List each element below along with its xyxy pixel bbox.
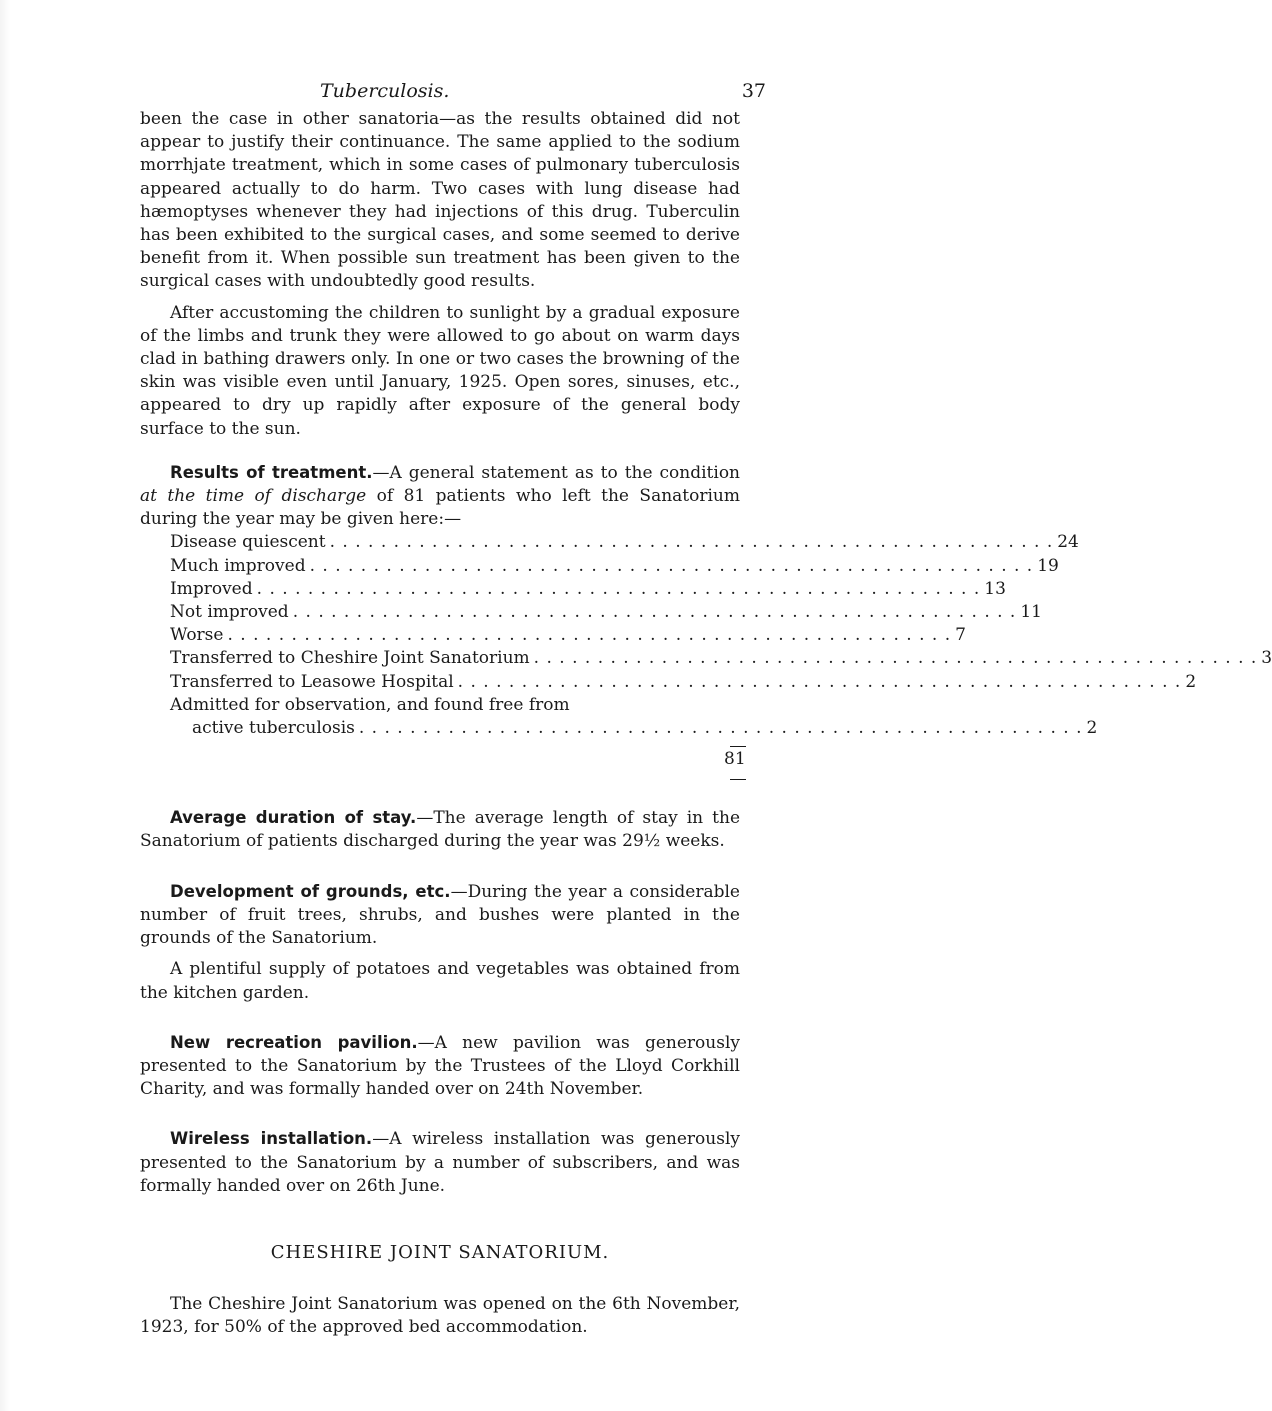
average-heading: Average duration of stay. — [170, 808, 417, 828]
pavilion-text: —A new pavilion was generously presented to the Sanatorium by the Trustees of the Lloyd Corkhill Charity, and was formally handed over on 24th November. — [140, 1032, 740, 1100]
average-paragraph — [140, 806, 740, 853]
row-value: 7 — [955, 625, 966, 646]
row-label: Transferred to Leasowe Hospital — [170, 671, 454, 692]
row-label-line2: active tuberculosis — [192, 718, 355, 739]
table-row — [170, 647, 1272, 670]
section-title-cheshire: CHESHIRE JOINT SANATORIUM. — [270, 1241, 610, 1263]
table-row — [170, 578, 1006, 601]
pavilion-heading: New recreation pavilion. — [170, 1032, 418, 1052]
development-text: —During the year a considerable number of fruit trees, shrubs, and bushes were planted in the grounds of the Sanatorium. — [140, 881, 740, 949]
dot-leader: . . . . . . . . . . . . . . . . . . . . . . . . . . . . . . . . . . . . . . . . . . . . . . . . . . . . . . . . . — [457, 671, 1182, 692]
table-row — [170, 671, 1197, 694]
row-value: 24 — [1057, 532, 1079, 553]
dot-leader: . . . . . . . . . . . . . . . . . . . . . . . . . . . . . . . . . . . . . . . . . . . . . . . . . . . . . . . . . — [309, 555, 1034, 576]
dot-leader: . . . . . . . . . . . . . . . . . . . . . . . . . . . . . . . . . . . . . . . . . . . . . . . . . . . . . . . . . — [533, 648, 1258, 669]
row-label: Much improved — [170, 555, 306, 576]
paragraph-continuation: been the case in other sanatoria—as the results obtained did not appear to justify their continuance. The same applied to the sodium morrhjate treatment, which in some cases of pulmonary tuberculosis appeared actually to do harm. Two cases with lung disease had hæmoptyses whenever they had injections of this drug. Tuberculin has been exhibited to the surgical cases, and some seemed to derive benefit from it. When possible sun treatment has been given to the surgical cases with undoubtedly good results. — [140, 109, 740, 292]
row-label: Not improved — [170, 602, 289, 623]
row-value: 11 — [1020, 602, 1042, 623]
page-number: 37 — [741, 80, 766, 102]
row-value: 2 — [1185, 671, 1197, 692]
development-paragraph — [140, 880, 740, 951]
dot-leader: . . . . . . . . . . . . . . . . . . . . . . . . . . . . . . . . . . . . . . . . . . . . . . . . . . . . . . . . . — [329, 532, 1054, 553]
row-value: 13 — [984, 578, 1006, 599]
results-heading: Results of treatment. — [170, 462, 373, 482]
results-paragraph — [140, 461, 740, 532]
total-value: 81 — [724, 749, 746, 770]
running-title: Tuberculosis. — [320, 80, 450, 102]
wireless-paragraph — [140, 1127, 740, 1198]
dot-leader: . . . . . . . . . . . . . . . . . . . . . . . . . . . . . . . . . . . . . . . . . . . . . . . . . . . . . . . . . — [292, 602, 1017, 623]
wireless-heading: Wireless installation. — [170, 1129, 373, 1149]
table-row — [170, 694, 748, 717]
page-edge-shadow — [0, 0, 10, 1411]
results-text-italic: at the time of discharge — [140, 486, 367, 507]
table-row — [170, 601, 1042, 624]
running-head — [140, 80, 766, 106]
results-text-a: —A general statement as to the condition — [372, 462, 740, 483]
row-value: 2 — [1086, 718, 1098, 739]
row-label: Improved — [170, 578, 253, 599]
row-label: Worse — [170, 625, 224, 646]
dot-leader: . . . . . . . . . . . . . . . . . . . . . . . . . . . . . . . . . . . . . . . . . . . . . . . . . . . . . . . . . — [227, 625, 952, 646]
development-heading: Development of grounds, etc. — [170, 881, 451, 901]
cheshire-paragraph: The Cheshire Joint Sanatorium was opened on the 6th November, 1923, for 50% of the approved bed accommodation. — [140, 1293, 740, 1338]
row-value: 19 — [1037, 555, 1059, 576]
dot-leader: . . . . . . . . . . . . . . . . . . . . . . . . . . . . . . . . . . . . . . . . . . . . . . . . . . . . . . . . . — [256, 578, 981, 599]
wireless-text: —A wireless installation was generously presented to the Sanatorium by a number of subscribers, and was formally handed over on 26th June. — [140, 1129, 740, 1196]
row-label-line1: Admitted for observation, and found free from — [170, 694, 570, 715]
results-table — [170, 531, 1272, 740]
document-page — [140, 80, 1272, 1339]
paragraph-sunlight: After accustoming the children to sunlight by a gradual exposure of the limbs and trunk they were allowed to go about on warm days clad in bathing drawers only. In one or two cases the browning of the skin was visible even until January, 1925. Open sores, sinuses, etc., appeared to dry up rapidly after exposure of the general body surface to the sun. — [140, 302, 740, 439]
table-row — [170, 624, 966, 647]
row-value: 3 — [1261, 648, 1272, 669]
kitchen-garden-paragraph: A plentiful supply of potatoes and vegetables was obtained from the kitchen garden. — [140, 959, 740, 1003]
row-label: Transferred to Cheshire Joint Sanatorium — [170, 648, 530, 669]
table-row — [170, 555, 1059, 578]
pavilion-paragraph — [140, 1031, 740, 1102]
table-row — [170, 531, 1079, 554]
dot-leader: . . . . . . . . . . . . . . . . . . . . . . . . . . . . . . . . . . . . . . . . . . . . . . . . . . . . . . . . . — [358, 718, 1083, 739]
row-label: Disease quiescent — [170, 532, 326, 553]
table-row — [170, 717, 1098, 740]
results-text-b: of 81 patients who left the Sanatorium during the year may be given here:— — [140, 486, 740, 530]
average-text: —The average length of stay in the Sanatorium of patients discharged during the year was 29½ weeks. — [140, 808, 741, 852]
